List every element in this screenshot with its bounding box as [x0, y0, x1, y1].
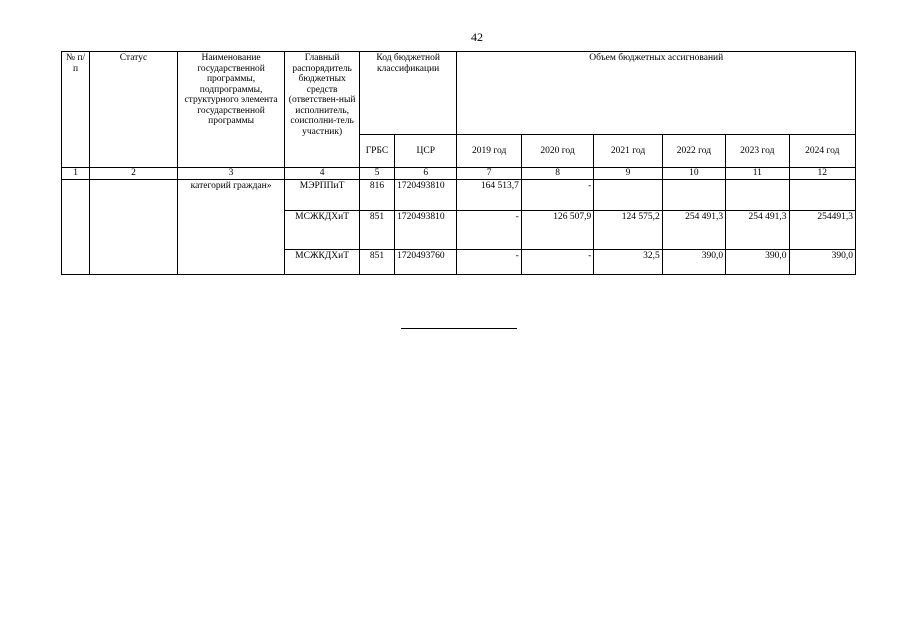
budget-allocation-table: [61, 51, 856, 275]
column-number: 7: [457, 168, 521, 180]
cell-status: [90, 179, 178, 274]
cell-value: 390,0: [726, 249, 789, 274]
cell-grbs: 851: [359, 249, 394, 274]
cell-admin: МЭРППиТ: [285, 179, 359, 210]
cell-value: 124 575,2: [594, 210, 662, 249]
cell-value: 390,0: [789, 249, 856, 274]
cell-value: -: [457, 210, 521, 249]
header-year: 2024 год: [789, 135, 856, 168]
cell-admin: МСЖКДХиТ: [285, 249, 359, 274]
cell-value: 164 513,7: [457, 179, 521, 210]
header-status: Статус: [90, 52, 178, 168]
cell-value: [726, 179, 789, 210]
cell-value: 254 491,3: [662, 210, 725, 249]
cell-no: [62, 179, 90, 274]
header-year: 2023 год: [726, 135, 789, 168]
cell-value: [662, 179, 725, 210]
cell-value: -: [457, 249, 521, 274]
table-row: [62, 179, 856, 210]
cell-value: 254491,3: [789, 210, 856, 249]
column-number: 2: [90, 168, 178, 180]
cell-csr: 1720493760: [395, 249, 457, 274]
cell-value: 32,5: [594, 249, 662, 274]
page-number: 42: [471, 30, 483, 44]
column-number: 11: [726, 168, 789, 180]
header-admin: Главный распорядитель бюджетных средств (ответствен-ный исполнитель, соисполни-тель участник): [285, 52, 359, 168]
column-number: 10: [662, 168, 725, 180]
header-volume: Объем бюджетных ассигнований: [457, 52, 856, 135]
cell-grbs: 851: [359, 210, 394, 249]
header-no: № п/п: [62, 52, 90, 168]
header-year: 2021 год: [594, 135, 662, 168]
cell-value: [594, 179, 662, 210]
cell-value: -: [521, 179, 593, 210]
column-number: 4: [285, 168, 359, 180]
header-year: 2019 год: [457, 135, 521, 168]
header-budget-code: Код бюджетной классификации: [359, 52, 457, 135]
column-number: 3: [177, 168, 285, 180]
header-csr: ЦСР: [395, 135, 457, 168]
cell-program-name: категорий граждан»: [177, 179, 285, 274]
cell-value: 126 507,9: [521, 210, 593, 249]
column-number-row: [62, 168, 856, 180]
column-number: 1: [62, 168, 90, 180]
header-year: 2020 год: [521, 135, 593, 168]
footnote-separator-line: [401, 328, 517, 329]
cell-grbs: 816: [359, 179, 394, 210]
cell-value: 254 491,3: [726, 210, 789, 249]
column-number: 5: [359, 168, 394, 180]
header-program-name: Наименование государственной программы, подпрограммы, структурного элемента государственной программы: [177, 52, 285, 168]
cell-admin: МСЖКДХиТ: [285, 210, 359, 249]
cell-value: [789, 179, 856, 210]
cell-value: 390,0: [662, 249, 725, 274]
column-number: 8: [521, 168, 593, 180]
header-grbs: ГРБС: [359, 135, 394, 168]
column-number: 12: [789, 168, 856, 180]
header-year: 2022 год: [662, 135, 725, 168]
cell-csr: 1720493810: [395, 179, 457, 210]
column-number: 6: [395, 168, 457, 180]
cell-value: -: [521, 249, 593, 274]
cell-csr: 1720493810: [395, 210, 457, 249]
column-number: 9: [594, 168, 662, 180]
table-header-row: [62, 52, 856, 135]
